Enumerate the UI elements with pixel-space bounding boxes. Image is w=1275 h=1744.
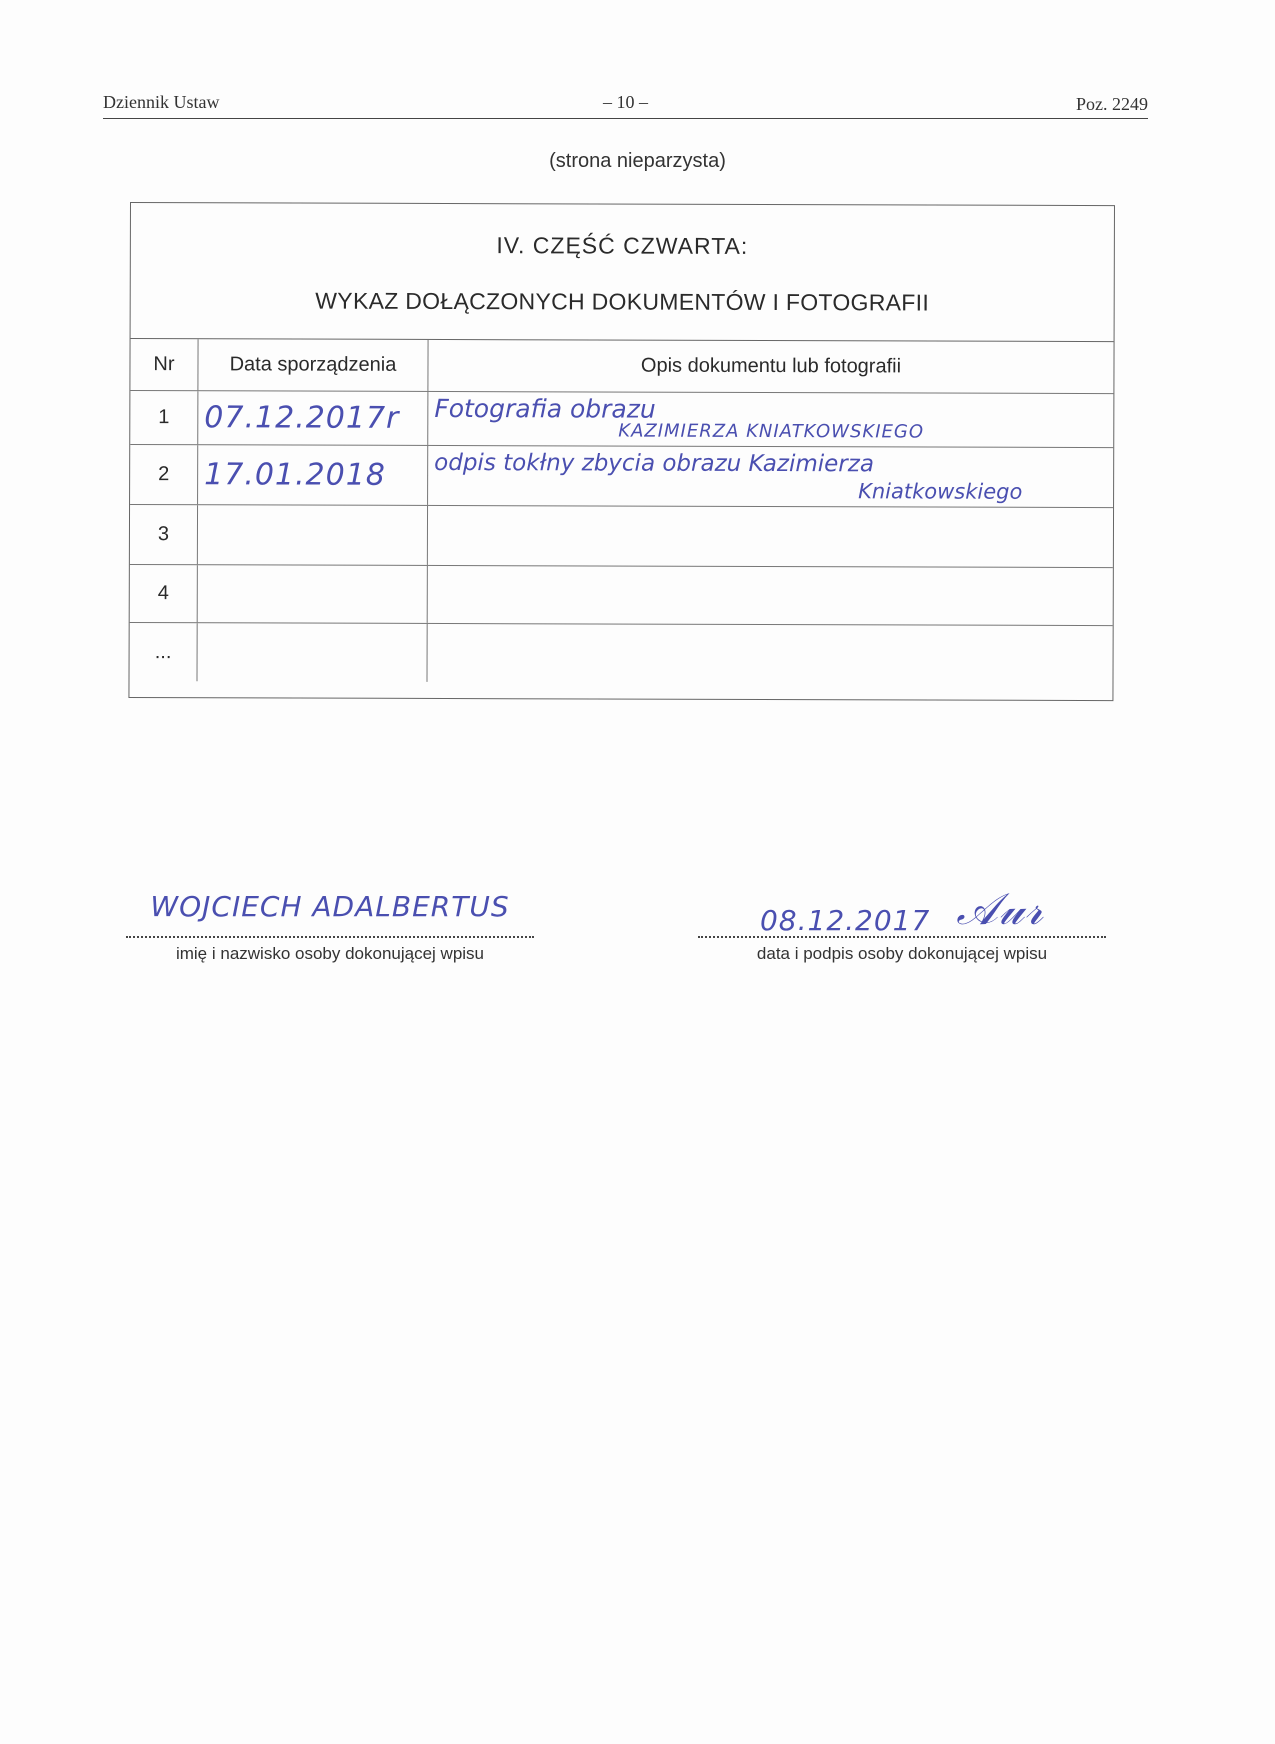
row-nr: ... xyxy=(129,623,197,681)
handwritten-signature-icon: 𝒜𝓊𝓇 xyxy=(956,884,1045,935)
row-desc-line1: odpis tokłny zbycia obrazu Kazimierza xyxy=(434,449,874,478)
table-row xyxy=(130,391,1113,448)
page-number: – 10 – xyxy=(603,92,648,112)
row-nr: 4 xyxy=(130,565,198,622)
section-title-area xyxy=(131,203,1114,342)
row-desc xyxy=(427,624,1112,684)
row-desc-line2: KAZIMIERZA KNIATKOWSKIEGO xyxy=(618,420,925,443)
row-date: 07.12.2017r xyxy=(198,391,428,445)
row-date xyxy=(198,505,428,565)
section-title-line1: IV. CZĘŚĆ CZWARTA: xyxy=(496,232,749,259)
row-nr: 2 xyxy=(130,445,198,504)
row-desc-line1: Fotografia obrazu xyxy=(434,393,656,424)
documents-table xyxy=(129,339,1113,700)
signature-date-block xyxy=(692,884,1112,964)
position-number: Poz. 2249 xyxy=(1076,94,1148,114)
odd-page-note: (strona nieparzysta) xyxy=(549,150,726,172)
header-date: Data sporządzenia xyxy=(198,339,428,391)
row-desc-line2: Kniatkowskiego xyxy=(858,479,1023,504)
dotted-line xyxy=(126,936,534,938)
row-desc xyxy=(428,446,1113,507)
journal-name: Dziennik Ustaw xyxy=(103,92,220,112)
row-desc xyxy=(428,392,1113,447)
row-date xyxy=(198,565,428,623)
table-row xyxy=(129,623,1112,684)
page-header xyxy=(103,92,1148,119)
table-row xyxy=(130,505,1113,568)
signer-name-label: imię i nazwisko osoby dokonującej wpisu xyxy=(175,944,485,963)
signature-date-label: data i podpis osoby dokonującej wpisu xyxy=(756,944,1048,963)
header-nr: Nr xyxy=(130,339,198,390)
table-header-row xyxy=(130,339,1113,394)
section-title-line2: WYKAZ DOŁĄCZONYCH DOKUMENTÓW I FOTOGRAFII xyxy=(315,287,930,316)
header-desc: Opis dokumentu lub fotografii xyxy=(640,354,902,378)
table-row xyxy=(130,565,1113,626)
row-nr: 3 xyxy=(130,505,198,564)
signer-name: WOJCIECH ADALBERTUS xyxy=(150,890,510,923)
row-date xyxy=(197,623,427,682)
table-row xyxy=(130,445,1113,508)
documents-table-frame xyxy=(128,202,1115,701)
row-date: 17.01.2018 xyxy=(198,445,428,505)
row-nr: 1 xyxy=(130,391,198,444)
row-desc xyxy=(428,566,1113,625)
signature-date-value xyxy=(692,884,1112,937)
signature-name-block xyxy=(120,890,540,964)
row-desc xyxy=(428,506,1113,567)
signature-date: 08.12.2017 xyxy=(759,904,931,937)
